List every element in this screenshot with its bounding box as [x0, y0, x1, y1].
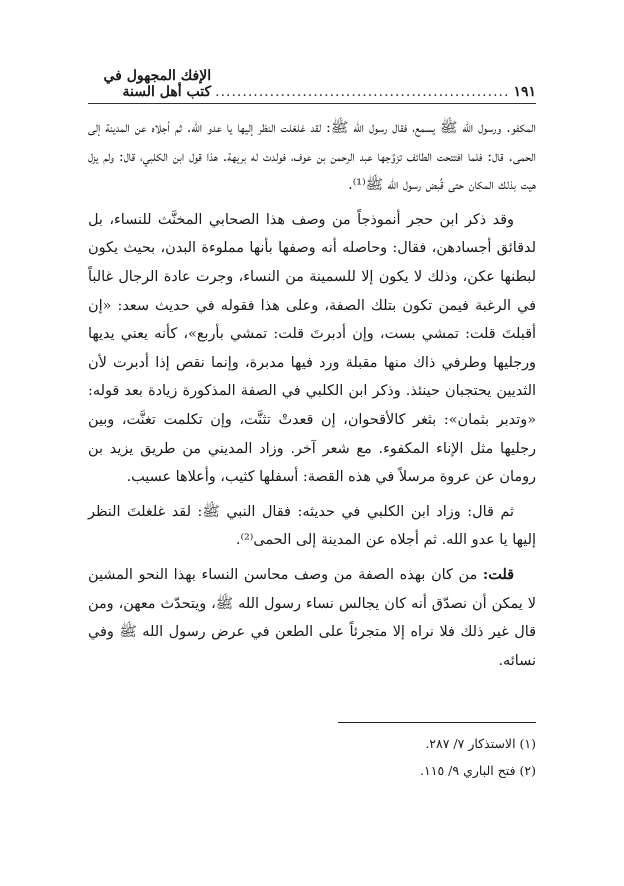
page-number: ١٩١	[513, 84, 536, 100]
footnotes	[88, 730, 536, 784]
paragraph-1: المكفو. ورسول الله ﷺ يسمع، فقال رسول الله ﷺ: لقد غلغلت النظر إليها يا عدو الله. ثم أجلاه عن المدينة إلى الحمى. قال: فلما افتتحت الطائف تزوَّجها عبد الرحمن بن عوف، فولدت له بريهة. هذا قول ابن الكلبي، قال: ولم يزل هيت بذلك المكان حتى قُبض رسول الله ﷺ⁽¹⁾.	[88, 120, 536, 194]
paragraph-4	[88, 561, 536, 675]
footnote-1: (١) الاستذكار ٧/ ٢٨٧.	[425, 736, 536, 751]
paragraph-2: وقد ذكر ابن حجر أنموذجاً من وصف هذا الصحابي المخنَّث للنساء، بل لدقائق أجسادهن، فقال: وحاصله أنه وصفها بأنها مملوءة البدن، بحيث يكون لبطنها عكن، وذلك لا يكون إلا للسمينة من النساء، وجرت عادة الرجال غالباً في الرغبة فيمن تكون بتلك الصفة، وعلى هذا فقوله في حديث سعد: «إن أقبلتَ قلت: تمشي بست، وإن أدبرتَ قلت: تمشي بأربع»، كأنه يعني يديها ورجليها وطرفي ذاك منها مقبلة ورد فيها مدبرة، وإنما نقص إذا أدبرت لأن الثديين يحتجبان حينئذ. وذكر ابن الكلبي في الصفة المذكورة زيادة بعد قوله: «وتدبر بثمان»: بثغر كالأقحوان، إن قعدتْ تثنَّت، وإن تكلمت تغنَّت، وبين رجليها مثل الإناء المكفوء. مع شعر آخر. وزاد المديني من طريق يزيد بن رومان عن عروة مرسلاً في هذه القصة: أسفلها كثيب، وأعلاها عسيب.	[88, 211, 536, 486]
header-leader-dots: ......................................................	[215, 84, 510, 100]
running-header	[88, 68, 536, 104]
page-body	[88, 114, 536, 681]
paragraph-3: ثم قال: وزاد ابن الكلبي في حديثه: فقال النبي ﷺ: لقد غلغلتَ النظر إليها يا عدو الله. ثم أجلاه عن المدينة إلى الحمى⁽²⁾.	[88, 503, 536, 549]
paragraph-4-text: من كان بهذه الصفة من وصف محاسن النساء بهذا النحو المشين لا يمكن أن نصدّق أنه كان يجالس نساء رسول الله ﷺ، ويتحدّث معهن، ومن قال غير ذلك فلا نراه إلا متجرئاً على الطعن في عرض رسول الله ﷺ وفي نسائه.	[88, 566, 536, 669]
footnote-divider	[338, 722, 536, 723]
footnote-2: (٢) فتح الباري ٩/ ١١٥.	[420, 763, 536, 778]
paragraph-4-lead: قلت:	[482, 565, 514, 583]
header-title: الإفك المجهول في كتب أهل السنة	[103, 68, 212, 100]
